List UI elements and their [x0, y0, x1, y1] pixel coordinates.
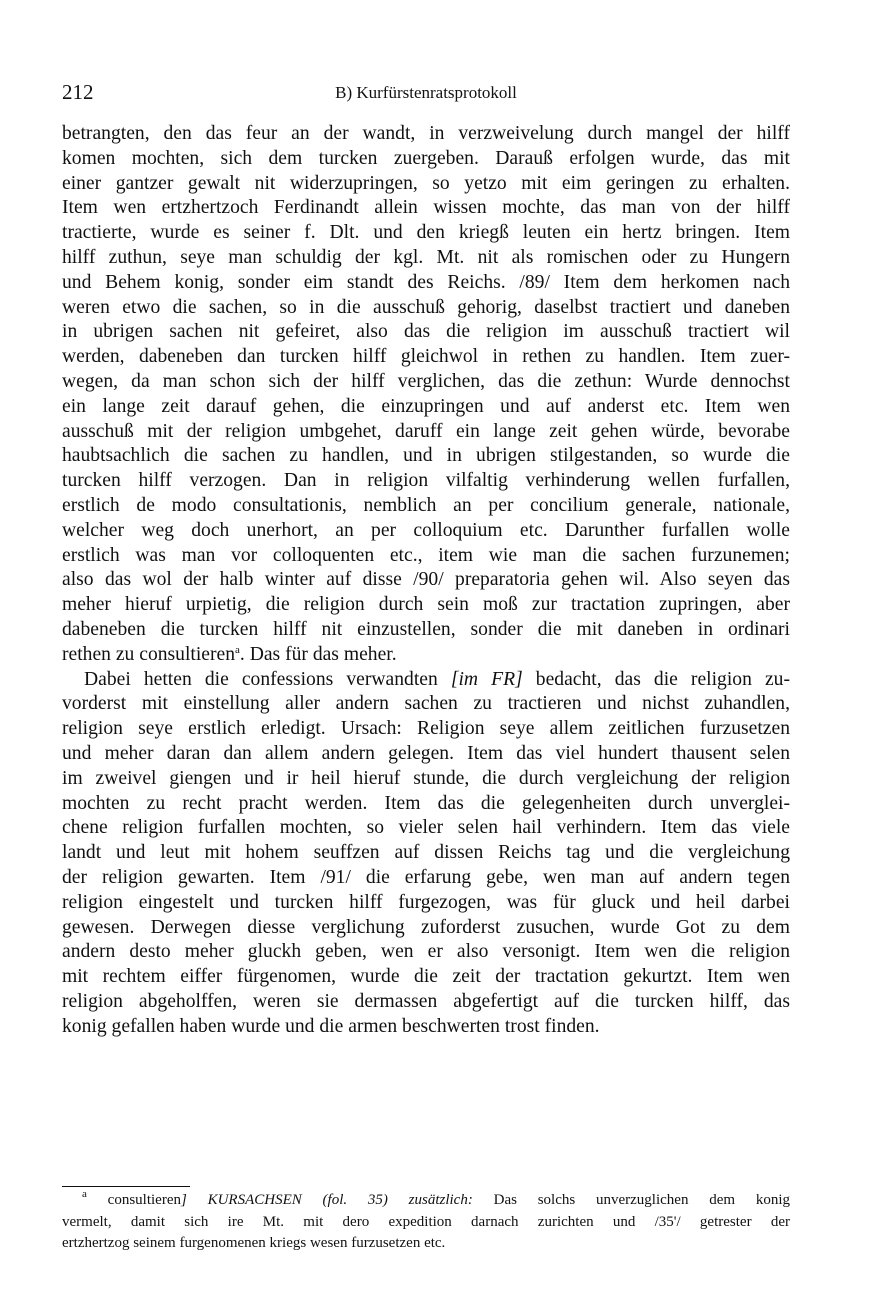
text-line: [62, 469, 790, 494]
text-line: [62, 841, 790, 866]
text-run: komen mochten, sich dem turcken zuergeben. Darauß erfolgen wurde, das mit: [62, 147, 790, 169]
text-run: erstlich de modo consultationis, nemblich an per concilium generale, nationale,: [62, 494, 790, 516]
text-run: einer gantzer gewalt nit widerzupringen, so yetzo mit eim geringen zu erhalten.: [62, 172, 790, 194]
footnote-line: [62, 1190, 790, 1212]
text-run: ertzhertzog seinem furgenomenen kriegs wesen furzusetzen etc.: [62, 1235, 446, 1251]
footnote-marker: a: [235, 643, 240, 656]
text-line: [62, 717, 790, 742]
text-line: [62, 444, 790, 469]
text-run: haubtsachlich die sachen zu handlen, und in ubrigen stilgestanden, so wurde die: [62, 445, 790, 467]
italic-text: ] KURSACHSEN (fol. 35) zusätzlich:: [180, 1192, 473, 1208]
text-run: turcken hilff verzogen. Dan in religion vilfaltig verhinderung wellen furfallen,: [62, 470, 790, 492]
text-run: weren etwo die sachen, so in die ausschuß gehorig, daselbst tractiert und daneben: [62, 296, 790, 318]
text-line: [62, 568, 790, 593]
text-line: [62, 122, 790, 147]
text-run: dabeneben die turcken hilff nit einzustellen, sonder die mit daneben in ordinari: [62, 618, 790, 640]
text-run: landt und leut mit hohem seuffzen auf dissen Reichs tag und die vergleichung: [62, 842, 790, 864]
text-run: wegen, da man schon sich der hilff verglichen, das die zethun: Wurde dennochst: [62, 370, 790, 392]
footnote-line: [62, 1212, 790, 1234]
text-line: [62, 767, 790, 792]
page-number: 212: [62, 80, 94, 104]
text-line: [62, 147, 790, 172]
text-line: [62, 221, 790, 246]
text-run: hilff zuthun, seye man schuldig der kgl. Mt. nit als romischen oder zu Hungern: [62, 246, 790, 268]
text-run: im zweivel giengen und ir heil hieruf stunde, die durch vergleichung der religion: [62, 767, 790, 789]
text-run: der religion gewarten. Item /91/ die erfarung gebe, wen man auf andern tegen: [62, 866, 790, 888]
text-line: [62, 246, 790, 271]
text-run: Das solchs unverzuglichen dem konig: [472, 1192, 790, 1208]
text-line: [62, 916, 790, 941]
text-run: religion eingestelt und turcken hilff furgezogen, was für gluck und heil darbei: [62, 891, 790, 913]
text-run: in ubrigen sachen nit gefeiret, also das die religion im ausschuß tractiert wil: [62, 321, 790, 343]
text-line: [62, 395, 790, 420]
text-run: rethen zu consultieren: [62, 643, 236, 665]
text-run: chene religion furfallen mochten, so vieler selen hail verhindern. Item das viele: [62, 817, 790, 839]
text-run: also das wol der halb winter auf disse /90/ preparatoria gehen wil. Also seyen das: [62, 569, 790, 591]
text-run: andern desto meher gluckh geben, wen er also versonigt. Item wen die religion: [62, 941, 790, 963]
text-line: [62, 742, 790, 767]
text-line: [62, 296, 790, 321]
text-line: [62, 345, 790, 370]
text-run: bedacht, das die religion zu-: [522, 668, 790, 690]
text-run: Item wen ertzhertzoch Ferdinandt allein wissen mochte, das man von der hilff: [62, 197, 790, 219]
text-run: religion seye erstlich erledigt. Ursach: Religion seye allem zeitlichen furzusetzen: [62, 718, 790, 740]
text-line: [62, 494, 790, 519]
text-line: [62, 519, 790, 544]
text-run: konig gefallen haben wurde und die armen beschwerten trost finden.: [62, 1015, 600, 1037]
text-run: consultieren: [86, 1192, 181, 1208]
text-line: [62, 593, 790, 618]
text-run: werden, dabeneben dan turcken hilff gleichwol in rethen zu handlen. Item zuer-: [62, 346, 790, 368]
text-line: [62, 544, 790, 569]
running-title: B) Kurfürstenratsprotokoll: [335, 83, 517, 102]
text-run: religion abgeholffen, weren sie dermassen abgefertigt auf die turcken hilff, das: [62, 990, 790, 1012]
text-run: welcher weg doch unerhort, an per colloquium etc. Darunther furfallen wolle: [62, 519, 790, 541]
text-line: [62, 420, 790, 445]
text-line: [62, 891, 790, 916]
text-run: meher hieruf urpietig, die religion durch sein moß zur tractation zupringen, aber: [62, 594, 790, 616]
text-run: mit rechtem eiffer fürgenomen, wurde die zeit der tractation gekurtzt. Item wen: [62, 966, 790, 988]
text-line: [62, 940, 790, 965]
main-text: [62, 122, 790, 1039]
text-line: [62, 866, 790, 891]
text-run: betrangten, den das feur an der wandt, in verzweivelung durch mangel der hilff: [62, 123, 790, 144]
text-line: [62, 643, 790, 668]
text-line: [62, 172, 790, 197]
footnote-rule: [62, 1186, 190, 1187]
text-run: vorderst mit einstellung aller andern sachen zu tractieren und nichst zuhandlen,: [62, 693, 790, 715]
text-run: Dabei hetten die confessions verwandten: [84, 668, 451, 690]
text-line: [62, 320, 790, 345]
text-line: [62, 792, 790, 817]
text-line: [62, 816, 790, 841]
text-line: [62, 196, 790, 221]
text-run: ein lange zeit darauf gehen, die einzupringen und auf anderst etc. Item wen: [62, 395, 790, 417]
text-run: . Das für das meher.: [239, 643, 397, 665]
text-run: tractierte, wurde es seiner f. Dlt. und den kriegß leuten ein hertz bringen. Item: [62, 222, 790, 244]
text-line: [62, 370, 790, 395]
text-run: erstlich was man vor colloquenten etc., item wie man die sachen furzunemen;: [62, 544, 790, 566]
text-run: gewesen. Derwegen diesse verglichung zuforderst zusuchen, wurde Got zu dem: [62, 916, 790, 938]
text-line: [62, 692, 790, 717]
footnote-marker: a: [82, 1190, 87, 1200]
footnote-line: [62, 1233, 790, 1255]
text-line: [62, 668, 790, 693]
text-run: vermelt, damit sich ire Mt. mit dero expedition darnach zurichten und /35'/ getrester der: [62, 1213, 790, 1230]
text-run: und Behem konig, sonder eim standt des Reichs. /89/ Item dem herkomen nach: [62, 271, 790, 293]
text-line: [62, 965, 790, 990]
text-line: [62, 990, 790, 1015]
text-line: [62, 271, 790, 296]
italic-text: [im FR]: [450, 668, 523, 690]
text-line: [62, 1015, 790, 1040]
text-run: ausschuß mit der religion umbgehet, daruff ein lange zeit gehen würde, bevorabe: [62, 420, 790, 442]
text-line: [62, 618, 790, 643]
text-run: und meher daran dan allem andern gelegen. Item das viel hundert thausent selen: [62, 742, 790, 764]
footnotes: [62, 1190, 790, 1255]
page-header: [62, 80, 790, 106]
text-run: mochten zu recht pracht werden. Item das die gelegenheiten durch unverglei-: [62, 792, 790, 814]
